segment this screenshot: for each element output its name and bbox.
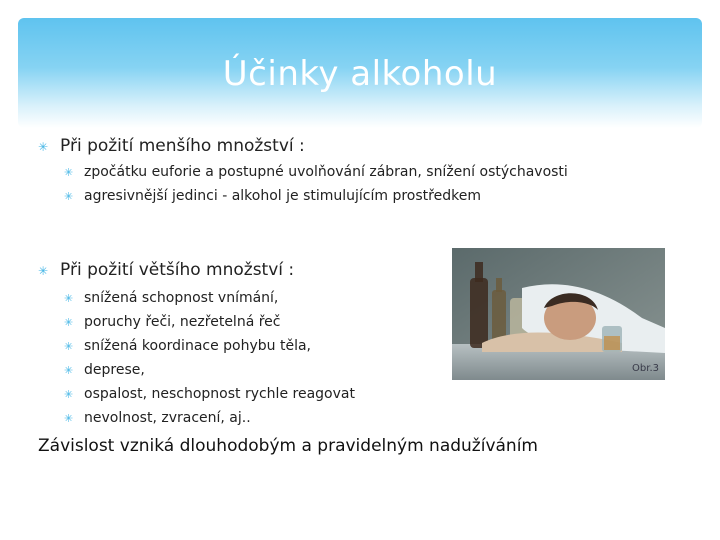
section2-heading: Při požití většího množství : xyxy=(60,260,295,280)
asterisk-bullet-icon: ✳ xyxy=(64,412,74,425)
asterisk-bullet-icon: ✳ xyxy=(64,388,74,401)
slide-title: Účinky alkoholu xyxy=(222,54,498,94)
section2-item-text: snížená koordinace pohybu těla, xyxy=(84,338,312,354)
photo-watermark: Obr.3 xyxy=(632,363,659,374)
photo-drunk-man xyxy=(452,248,665,380)
section2-item-text: nevolnost, zvracení, aj.. xyxy=(84,410,251,426)
asterisk-bullet-icon: ✳ xyxy=(64,292,74,305)
section2-item-text: deprese, xyxy=(84,362,145,378)
section2-item xyxy=(64,314,281,330)
section1-item xyxy=(64,164,568,180)
section2-item xyxy=(64,362,145,378)
asterisk-bullet-icon: ✳ xyxy=(38,140,49,154)
section2-item xyxy=(64,290,278,306)
section2-item xyxy=(64,338,311,354)
section2-item-text: ospalost, neschopnost rychle reagovat xyxy=(84,386,355,402)
asterisk-bullet-icon: ✳ xyxy=(64,364,74,377)
section1-item-text: agresivnější jedinci - alkohol je stimulujícím prostředkem xyxy=(84,188,481,204)
asterisk-bullet-icon: ✳ xyxy=(64,340,74,353)
section2-item xyxy=(64,410,251,426)
section1-item-text: zpočátku euforie a postupné uvolňování zábran, snížení ostýchavosti xyxy=(84,164,568,180)
section1-heading-row xyxy=(38,136,305,156)
section2-item xyxy=(64,386,355,402)
asterisk-bullet-icon: ✳ xyxy=(64,190,74,203)
asterisk-bullet-icon: ✳ xyxy=(64,316,74,329)
asterisk-bullet-icon: ✳ xyxy=(64,166,74,179)
section2-item-text: snížená schopnost vnímání, xyxy=(84,290,279,306)
section2-heading-row xyxy=(38,260,294,280)
photo-illustration xyxy=(452,248,665,380)
footer-statement: Závislost vzniká dlouhodobým a pravidelným nadužíváním xyxy=(38,436,538,456)
section2-item-text: poruchy řeči, nezřetelná řeč xyxy=(84,314,281,330)
section1-heading: Při požití menšího množství : xyxy=(60,136,305,156)
asterisk-bullet-icon: ✳ xyxy=(38,264,49,278)
section1-item xyxy=(64,188,481,204)
